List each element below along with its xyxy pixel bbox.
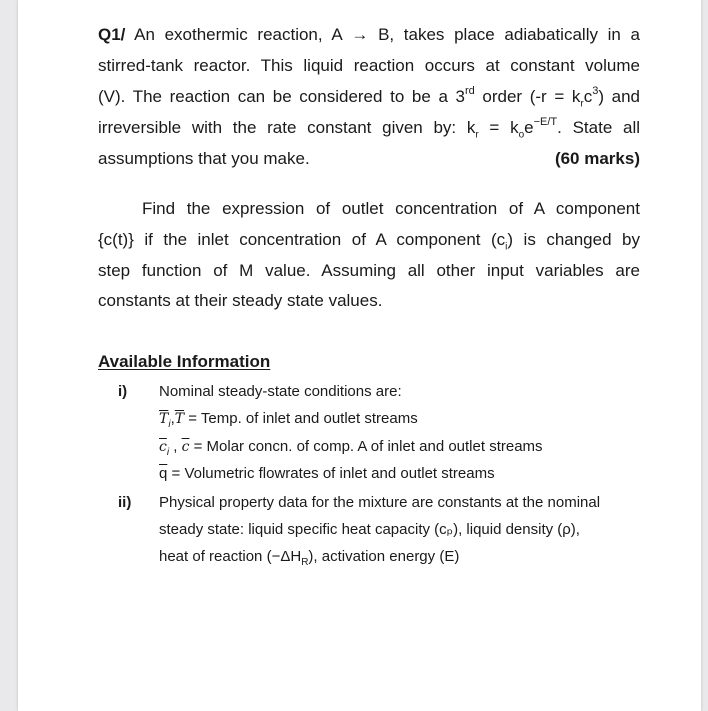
q3-a: (V). The reaction can be considered to be a 3: [98, 87, 465, 106]
conc-inlet-symbol: $\overline{c}$: [159, 439, 167, 455]
item-2-line-1: Physical property data for the mixture are constants at the nominal: [159, 494, 601, 511]
question-line-4: [98, 117, 640, 139]
q3-sup2: 3: [592, 85, 599, 98]
question-line-5: [98, 148, 640, 170]
marks-label: (60 marks): [554, 149, 640, 168]
item-2-number: ii): [118, 494, 132, 511]
q4-d: . State all: [557, 118, 641, 137]
t2-a: {c(t)} if the inlet concentration of A component (c: [98, 230, 506, 249]
q3-c: c: [583, 87, 593, 106]
q3-sub: r: [580, 98, 584, 110]
item-2-line-2: steady state: liquid specific heat capacity (cₚ), liquid density (ρ),: [159, 521, 580, 538]
conc-outlet-symbol: $\overline{c}$: [181, 439, 190, 455]
item-1-number: i): [118, 383, 128, 400]
q4-a: irreversible with the rate constant given by: k: [98, 118, 476, 137]
q4-c: e: [524, 118, 534, 137]
temp-inlet-sub: i: [168, 419, 171, 430]
i2-l3-sub: R: [301, 557, 309, 568]
task-line-1: Find the expression of outlet concentration of A component: [142, 199, 640, 218]
conc-text: = Molar concn. of comp. A of inlet and outlet streams: [189, 438, 543, 455]
q3-d: ) and: [598, 87, 640, 106]
q4-sub2: o: [518, 129, 525, 141]
q4-sub1: r: [475, 129, 479, 141]
question-line-3: [98, 86, 640, 108]
q3-sup: rd: [464, 85, 475, 98]
task-line-3: step function of M value. Assuming all other input variables are: [98, 261, 640, 280]
i2-l3-b: ), activation energy (E): [308, 548, 460, 565]
question-line-1: [98, 24, 640, 46]
q4-sup: −E/T: [533, 116, 558, 129]
flow-symbol: $\overline{q}$: [159, 465, 168, 482]
flow-text: = Volumetric flowrates of inlet and outlet streams: [167, 465, 495, 482]
q3-b: order (-r = k: [474, 87, 581, 106]
question-text-1: An exothermic reaction, A → B, takes place adiabatically in a: [125, 25, 640, 44]
task-line-2: [98, 229, 640, 251]
conc-inlet-sub: i: [166, 447, 170, 458]
temp-definition: $\overline{T}_i,\overline{T}$ = Temp. of inlet and outlet streams: [159, 410, 418, 430]
t2-b: ) is changed by: [507, 230, 640, 249]
question-line-2: stirred-tank reactor. This liquid reaction occurs at constant volume: [98, 56, 640, 75]
question-label: Q1/: [98, 25, 126, 44]
q4-b: = k: [478, 118, 519, 137]
conc-definition: $\overline{c}_i$ , $\overline{c}$ = Molar concn. of comp. A of inlet and outlet streams: [159, 438, 543, 458]
item-2-line-3: [159, 547, 459, 567]
document-page: [18, 0, 701, 711]
task-line-4: constants at their steady state values.: [98, 291, 383, 310]
item-1-text: Nominal steady-state conditions are:: [159, 383, 402, 400]
t2-sub: i: [505, 241, 508, 253]
temp-inlet-symbol: $\overline{T}$: [159, 411, 169, 427]
assumptions-text: assumptions that you make.: [98, 149, 310, 168]
i2-l3-a: heat of reaction (−ΔH: [159, 548, 302, 565]
temp-outlet-symbol: $\overline{T}$: [174, 411, 185, 427]
temp-text: = Temp. of inlet and outlet streams: [184, 410, 418, 427]
available-info-heading: Available Information: [98, 352, 271, 371]
flow-definition: [159, 464, 495, 484]
